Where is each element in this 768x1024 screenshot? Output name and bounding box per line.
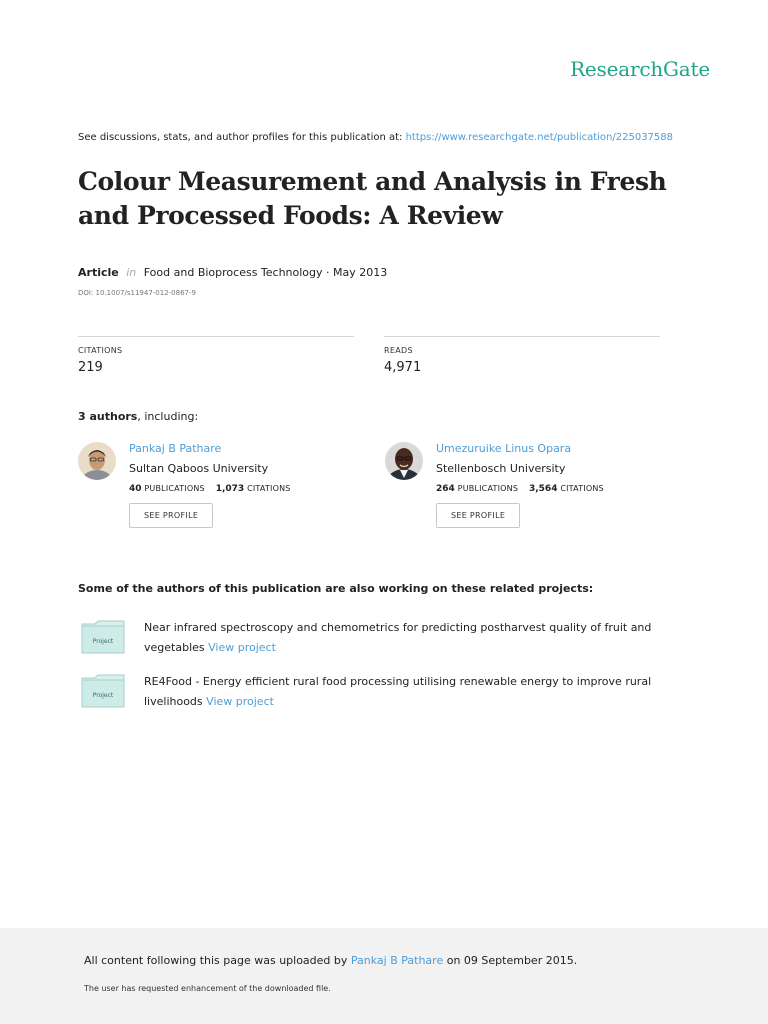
project-folder-icon[interactable] [81, 674, 125, 706]
publication-meta [78, 266, 387, 279]
author-name-link[interactable]: Pankaj B Pathare [129, 442, 222, 455]
project-title: Near infrared spectroscopy and chemometrics for predicting postharvest quality of fruit and vegetables [144, 621, 652, 654]
author-info [436, 442, 696, 528]
publications-count: 264 [436, 484, 455, 494]
authors-heading-suffix: , including: [137, 410, 199, 423]
project-icon-label: Project [92, 692, 114, 699]
project-description [144, 618, 674, 658]
author-stats [129, 484, 389, 494]
discussion-text: See discussions, stats, and author profiles for this publication at: [78, 132, 403, 143]
citations-count: 1,073 [215, 484, 245, 494]
authors-heading [78, 410, 198, 423]
reads-value: 4,971 [384, 360, 422, 375]
author-name-link[interactable]: Umezuruike Linus Opara [436, 442, 572, 455]
upload-prefix: All content following this page was uploaded by [84, 954, 348, 967]
publications-count: 40 [129, 484, 142, 494]
uploader-link[interactable]: Pankaj B Pathare [350, 954, 444, 967]
view-project-link[interactable]: View project [206, 695, 274, 708]
project-icon-label: Project [92, 638, 114, 645]
project-title: RE4Food - Energy efficient rural food processing utilising renewable energy to improve rural livelihoods [144, 675, 652, 708]
project-folder-icon[interactable] [81, 620, 125, 652]
see-profile-button[interactable]: SEE PROFILE [129, 503, 213, 528]
publication-type: Article [78, 266, 119, 279]
publication-title: Colour Measurement and Analysis in Fresh and Processed Foods: A Review [78, 167, 667, 230]
footer [0, 928, 768, 1024]
researchgate-logo[interactable]: ResearchGate [570, 57, 710, 81]
authors-count: 3 authors [78, 410, 138, 423]
author-institution: Stellenbosch University [436, 462, 566, 475]
journal-date: Food and Bioprocess Technology · May 2013 [143, 266, 388, 279]
author-citations-label: CITATIONS [560, 484, 604, 493]
avatar[interactable] [78, 442, 116, 480]
upload-suffix: on 09 September 2015. [446, 954, 578, 967]
publication-doi: DOI: 10.1007/s11947-012-0867-9 [78, 289, 196, 297]
citations-value: 219 [78, 360, 103, 375]
in-word: in [126, 266, 137, 279]
see-profile-button[interactable]: SEE PROFILE [436, 503, 520, 528]
publications-label: PUBLICATIONS [144, 484, 205, 493]
author-citations-label: CITATIONS [247, 484, 291, 493]
reads-label: READS [384, 346, 413, 355]
citations-stat [78, 336, 354, 375]
reads-stat [384, 336, 660, 375]
publication-url-link[interactable]: https://www.researchgate.net/publication/225037588 [405, 132, 674, 143]
project-description [144, 672, 674, 712]
author-institution: Sultan Qaboos University [129, 462, 269, 475]
citations-count: 3,564 [528, 484, 558, 494]
author-info [129, 442, 389, 528]
upload-note [84, 954, 577, 967]
projects-heading: Some of the authors of this publication are also working on these related projects: [78, 582, 594, 595]
citations-label: CITATIONS [78, 346, 123, 355]
author-stats [436, 484, 696, 494]
avatar[interactable] [385, 442, 423, 480]
enhancement-note: The user has requested enhancement of the downloaded file. [84, 984, 331, 993]
publications-label: PUBLICATIONS [457, 484, 519, 493]
discussion-line [78, 132, 673, 143]
view-project-link[interactable]: View project [208, 641, 276, 654]
